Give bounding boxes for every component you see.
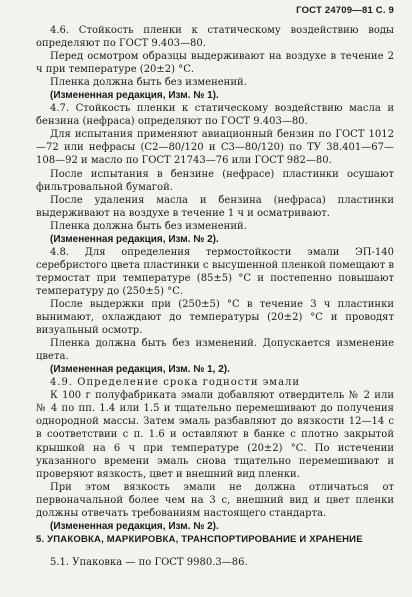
paragraph: После испытания в бензине (нефрасе) пластинки осушают фильтровальной бумагой. [36, 168, 394, 193]
paragraph: 5.1. Упаковка — по ГОСТ 9980.3—86. [50, 556, 248, 568]
paragraph: Пленка должна быть без изменений. Допускается изменение цвета. [36, 338, 394, 363]
redaction-note: (Измененная редакция, Изм. № 1). [50, 90, 219, 102]
paragraph: Для испытания применяют авиационный бензин по ГОСТ 1012—72 или нефрасы (С2—80/120 и С3—80/120) по ТУ 38.401—67—108—92 и масло по ГОСТ 21743—76 или ГОСТ 982—80. [36, 129, 394, 167]
redaction-note: (Измененная редакция, Изм. № 1, 2). [50, 364, 230, 376]
paragraph: 4.7. Стойкость пленки к статическому воздействию масла и бензина (нефраса) определяют по ГОСТ 9.403—80. [36, 103, 394, 128]
paragraph: При этом вязкость эмали не должна отличаться от первоначальной более чем на 3 с, внешний вид и цвет пленки должны отвечать требованиям настоящего стандарта. [36, 481, 394, 519]
paragraph: Пленка должна быть без изменений. [50, 220, 247, 232]
redaction-note: (Измененная редакция, Изм. № 2). [50, 233, 219, 245]
document-body [36, 24, 394, 569]
paragraph: После удаления масла и бензина (нефраса) пластинки выдерживают на воздухе в течение 1 ч и осматривают. [36, 194, 394, 219]
subsection-heading: 4.9. Определение срока годности эмали [50, 377, 301, 389]
page-header: ГОСТ 24709—81 С. 9 [296, 5, 394, 16]
paragraph: К 100 г полуфабриката эмали добавляют отвердитель № 2 или № 4 по пп. 1.4 или 1.5 и тщательно перемешивают до получения однородной массы. Затем эмаль разбавляют до вязкости 12—14 с в соответствии с п. 1.6 и оставляют в банке с плотно закрытой крышкой на 6 ч при температуре (20±2) °С. По истечении указанного времени эмаль снова тщательно перемешивают и проверяют вязкость, цвет и внешний вид пленки. [36, 390, 394, 480]
paragraph: После выдержки при (250±5) °С в течение 3 ч пластинки вынимают, охлаждают до температуры (20±2) °С и проводят визуальный осмотр. [36, 298, 394, 337]
redaction-note: (Измененная редакция, Изм. № 2). [50, 520, 219, 532]
paragraph: 4.8. Для определения термостойкости эмали ЭП-140 серебристого цвета пластинки с высушенной пленкой помещают в термостат при температуре (85±5) °С и постепенно повышают температуру до (250±5) °С. [36, 246, 394, 297]
section-title: 5. УПАКОВКА, МАРКИРОВКА, ТРАНСПОРТИРОВАНИЕ И ХРАНЕНИЕ [36, 533, 363, 545]
paragraph: 4.6. Стойкость пленки к статическому воздействию воды определяют по ГОСТ 9.403—80. [36, 25, 394, 50]
paragraph: Перед осмотром образцы выдерживают на воздухе в течение 2 ч при температуре (20±2) °С. [36, 51, 394, 76]
paragraph: Пленка должна быть без изменений. [50, 77, 247, 89]
